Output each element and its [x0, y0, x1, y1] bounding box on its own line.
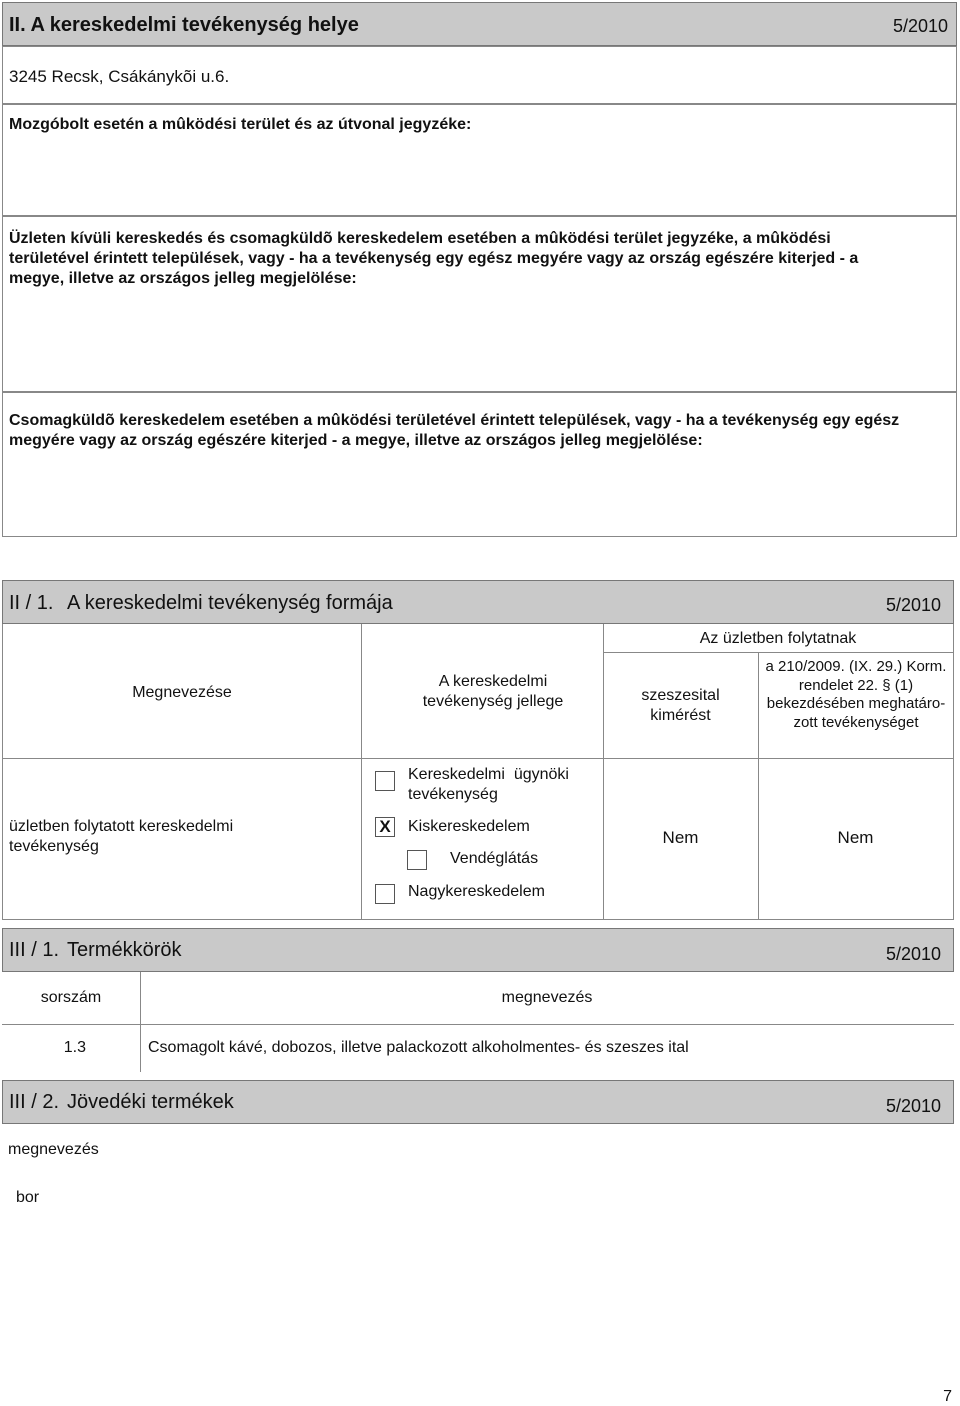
mobile-area-label: Mozgóbolt esetén a mûködési terület és az útvonal jegyzéke: — [9, 116, 472, 133]
section-number: III / 1. — [9, 939, 60, 961]
checkbox-agent[interactable] — [375, 771, 395, 791]
option-label-catering: Vendéglátás — [450, 850, 539, 867]
checkbox-wholesale[interactable] — [375, 884, 395, 904]
column-header-nature: A kereskedelmi tevékenység jellege — [422, 673, 564, 710]
section-header — [2, 2, 957, 46]
outside-trade-box — [2, 216, 957, 392]
product-groups-table — [2, 972, 954, 1072]
address-box — [2, 46, 957, 104]
row-label: üzletben folytatott kereskedelmi tevékenység — [9, 818, 234, 855]
mobile-area-box — [2, 104, 957, 216]
column-header-decree: a 210/2009. (IX. 29.) Korm. rendelet 22. § (1) bekezdésében meghatáro- zott tevékenységet — [765, 658, 947, 731]
section-title: Termékkörök — [67, 939, 182, 961]
excise-column-header: megnevezés — [8, 1141, 99, 1158]
mailorder-label: Csomagküldõ kereskedelem esetében a mûködési területével érintett települések, vagy - ha a tevékenység egy egész megyére vagy az ország egészére kiterjed - a megye, illetve az országos jelleg megjelölése: — [9, 412, 900, 449]
section-number: II / 1. — [9, 592, 54, 614]
form-code: 5/2010 — [892, 16, 948, 36]
page-number: 7 — [943, 1388, 952, 1405]
address-text: 3245 Recsk, Csákánykõi u.6. — [9, 67, 230, 86]
row-number: 1.3 — [63, 1039, 86, 1056]
alcohol-value: Nem — [662, 828, 699, 847]
outside-trade-label: Üzleten kívüli kereskedés és csomagküldõ kereskedelem esetében a mûködési terület jegyzéke, a mûködési területével érintett települések, vagy - ha a tevékenység egy egész megyére vagy az ország egészére kiterjed - a megye, illetve az országos jelleg megjelölése: — [9, 230, 859, 287]
section-title: A kereskedelmi tevékenység formája — [67, 592, 393, 614]
section-title: II. A kereskedelmi tevékenység helye — [9, 14, 359, 36]
section-title: Jövedéki termékek — [67, 1091, 234, 1113]
section-header — [2, 928, 954, 972]
column-header-alcohol: szeszesital kimérést — [641, 687, 720, 724]
activity-form-table — [2, 624, 954, 920]
excise-item: bor — [16, 1189, 40, 1206]
form-code: 5/2010 — [885, 595, 941, 615]
section-number: III / 2. — [9, 1091, 60, 1113]
section-header — [2, 1080, 954, 1124]
section-header — [2, 580, 954, 624]
option-label-retail: Kiskereskedelem — [408, 818, 530, 835]
form-code: 5/2010 — [885, 1096, 941, 1116]
column-header-number: sorszám — [40, 989, 102, 1006]
mailorder-box — [2, 392, 957, 537]
checkbox-catering[interactable] — [407, 850, 427, 870]
option-label-wholesale: Nagykereskedelem — [408, 883, 545, 900]
form-code: 5/2010 — [885, 944, 941, 964]
row-name: Csomagolt kávé, dobozos, illetve palackozott alkoholmentes- és szeszes ital — [148, 1039, 689, 1056]
decree-value: Nem — [837, 828, 874, 847]
column-header-name: megnevezés — [501, 989, 593, 1006]
column-header-name: Megnevezése — [132, 684, 232, 701]
column-group-header: Az üzletben folytatnak — [699, 630, 857, 647]
table-row — [2, 1024, 954, 1072]
checkbox-retail[interactable]: X — [375, 817, 395, 837]
option-label-agent: Kereskedelmi ügynöki tevékenység — [408, 766, 574, 803]
